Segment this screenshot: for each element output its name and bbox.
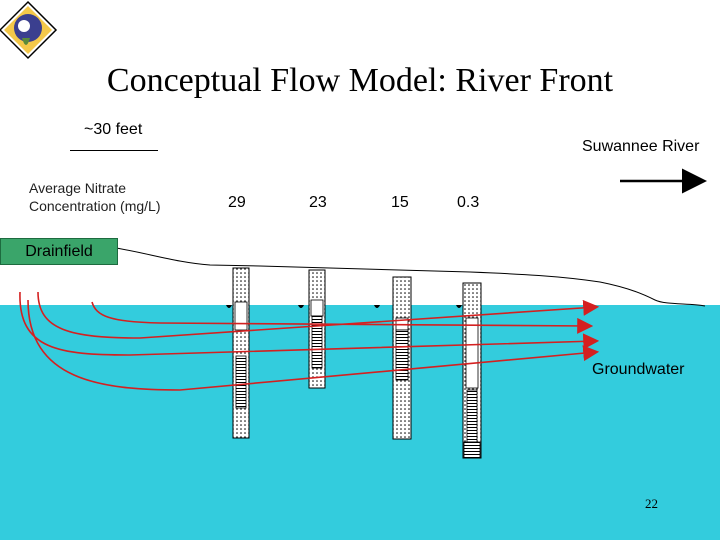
drainfield-box: Drainfield xyxy=(0,238,118,265)
scale-bar xyxy=(70,150,158,151)
slide-title: Conceptual Flow Model: River Front xyxy=(106,62,614,99)
nitrate-value-well-3: 15 xyxy=(391,194,409,211)
groundwater-region xyxy=(0,305,720,540)
page-number: 22 xyxy=(645,496,658,511)
nitrate-label-line-1: Average Nitrate xyxy=(29,180,127,196)
nitrate-value-well-4: 0.3 xyxy=(457,194,480,211)
scale-label: ~30 feet xyxy=(84,121,143,138)
nitrate-value-well-2: 23 xyxy=(309,194,327,211)
logo-icon xyxy=(0,2,56,58)
nitrate-label-line-2: Concentration (mg/L) xyxy=(29,198,161,214)
nitrate-axis-label xyxy=(29,179,161,215)
river-label: Suwannee River xyxy=(582,138,700,155)
well-1 xyxy=(233,268,249,438)
well-4 xyxy=(463,283,481,458)
nitrate-value-well-1: 29 xyxy=(228,194,246,211)
well-3 xyxy=(393,277,411,439)
well-2 xyxy=(309,270,325,388)
groundwater-label: Groundwater xyxy=(592,361,685,378)
